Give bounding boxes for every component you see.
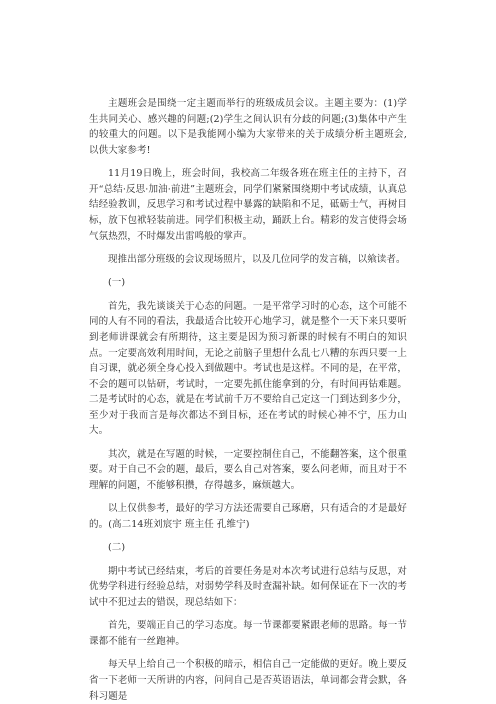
section-one-heading: (一) xyxy=(108,277,126,289)
attitude-paragraph: 首先，要端正自己的学习态度。每一节课都要紧跟老师的思路。每一节课都不能有一丝跑神。 xyxy=(89,620,407,647)
document-body xyxy=(89,96,407,704)
photo-intro-paragraph: 现推出部分班级的会议现场照片，以及几位同学的发言稿，以飨读者。 xyxy=(108,253,406,265)
exam-summary-paragraph: 期中考试已经结束，考后的首要任务是对本次考试进行总结与反思，对优势学科进行经验总结，对弱势学科及时查漏补缺。如何保证在下一次的考试中不犯过去的错误，现总结如下： xyxy=(89,565,407,608)
mindset-paragraph: 首先，我先谈谈关于心态的问题。一是平常学习时的心态，这个可能不同的人有不同的看法，我最适合比较开心地学习，就是整个一天下来只要听到老师讲课就会有所期待，这主要是因为预习新课的时候有不明白的知识点。一定要高效利用时间，无论之前脑子里想什么乱七八糟的东西只要一上自习课，就必须全身心投入到做题中。考试也是这样。不同的是，在平常，不会的题可以钻研，考试时，一定要先抓住能拿到的分，有时间再钻难题。二是考试时的心态，就是在考试前千万不要给自己定这一门到达到多少分，至少对于我而言是每次都达不到目标，还在考试的时候心神不宁，压力山大。 xyxy=(89,300,407,437)
section-two-heading: (二) xyxy=(108,542,126,554)
intro-paragraph: 主题班会是围绕一定主题而举行的班级成员会议。主题主要为：(1)学生共同关心、感兴趣的问题;(2)学生之间认识有分歧的问题;(3)集体中产生的较重大的问题。以下是我能网小编为大家带来的关于成绩分析主题班会,以供大家参考! xyxy=(89,98,407,156)
daily-habit-paragraph: 每天早上给自己一个积极的暗示，相信自己一定能做的更好。晚上要反省一下老师一天所讲的内容，问问自己是否英语语法，单词都会背会默，各科习题是 xyxy=(89,659,407,702)
meeting-description-paragraph: 11月19日晚上，班会时间，我校高二年级各班在班主任的主持下，召开“总结·反思·加油·前进”主题班会，同学们紧紧围绕期中考试成绩，认真总结经验教训，反思学习和考试过程中暴露的缺陷和不足，砥砺士气，再树目标，放下包袱轻装前进。同学们积极主动，踊跃上台。精彩的发言使得会场气氛热烈，不时爆发出雷鸣般的掌声。 xyxy=(89,168,407,242)
reference-note-paragraph: 以上仅供参考，最好的学习方法还需要自己琢磨，只有适合的才是最好的。(高二14班刘宸宇 班主任 孔维宁) xyxy=(89,503,407,531)
answer-control-paragraph: 其次，就是在写题的时候，一定要控制住自己，不能翻答案，这个很重要。对于自己不会的题，最后，要么自己对答案，要么问老师，而且对于不理解的问题，不能够积攒，存得越多，麻烦越大。 xyxy=(89,448,407,492)
